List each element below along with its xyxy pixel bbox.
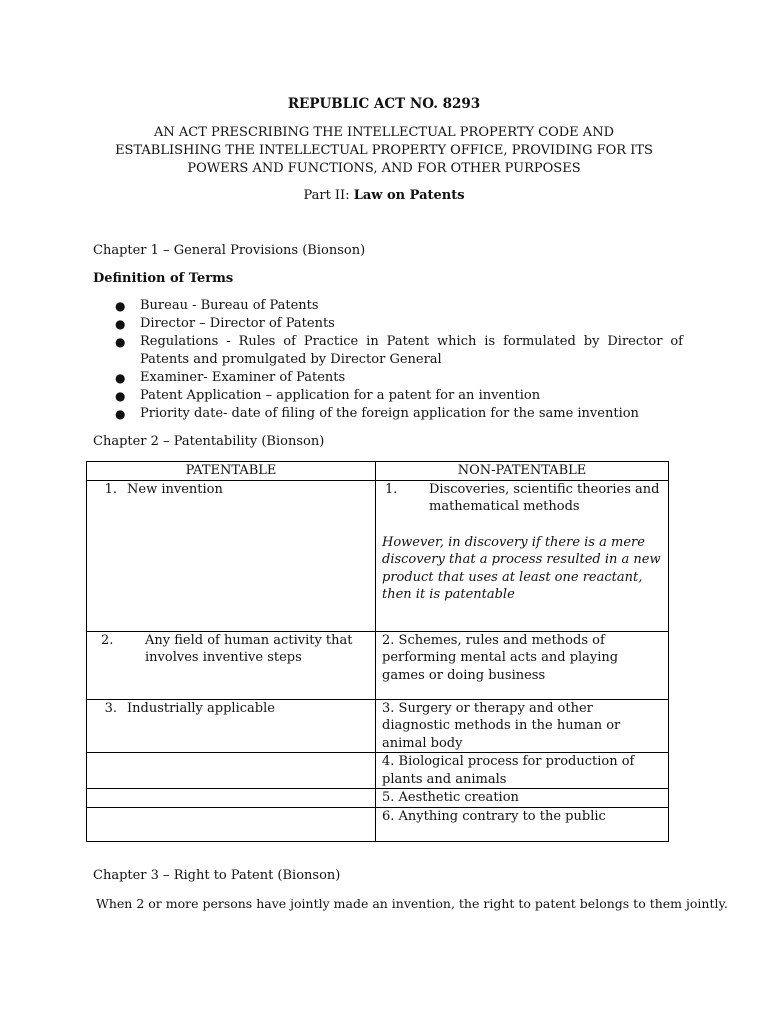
table-header-row: [87, 462, 669, 481]
chapter-1-heading: Chapter 1 – General Provisions (Bionson): [93, 243, 366, 258]
patentability-table: [86, 461, 669, 842]
table-row: [87, 631, 669, 699]
list-item: ● Director – Director of Patents: [115, 316, 335, 331]
list-item: ● Priority date- date of filing of the foreign application for the same invention: [115, 406, 639, 421]
act-line: AN ACT PRESCRIBING THE INTELLECTUAL PROPERTY CODE AND: [153, 125, 614, 140]
column-header-patentable: PATENTABLE: [87, 462, 376, 481]
discovery-note: However, in discovery if there is a mere discovery that a process resulted in a new product that uses at least one reactant, then it is patentable: [382, 534, 661, 602]
table-cell: 3. Surgery or therapy and other diagnostic methods in the human or animal body: [376, 699, 669, 753]
bullet-icon: ●: [115, 371, 126, 385]
bullet-icon: ●: [115, 407, 126, 421]
chapter-3-heading: Chapter 3 – Right to Patent (Bionson): [93, 868, 341, 883]
bullet-icon: ●: [115, 335, 126, 349]
list-item: ● Bureau - Bureau of Patents: [115, 298, 319, 313]
table-row: [87, 807, 669, 841]
table-cell: [87, 789, 376, 808]
chapter-3-text: When 2 or more persons have jointly made an invention, the right to patent belongs to them jointly.: [96, 896, 728, 911]
table-row: [87, 753, 669, 789]
act-line: ESTABLISHING THE INTELLECTUAL PROPERTY OFFICE, PROVIDING FOR ITS: [115, 143, 653, 158]
table-cell: 1. Discoveries, scientific theories and mathematical methods However, in discovery if there is a mere discovery that a process resulted in a new product that uses at least one reactant, then it is patentable: [376, 480, 669, 631]
list-item: ● Examiner- Examiner of Patents: [115, 370, 346, 385]
part-heading: [0, 188, 768, 203]
table-cell: 2. Any field of human activity that involves inventive steps: [87, 631, 376, 699]
table-row: [87, 699, 669, 753]
table-cell: [87, 753, 376, 789]
table-row: [87, 789, 669, 808]
table-cell: [87, 807, 376, 841]
table-cell: 6. Anything contrary to the public: [376, 807, 669, 841]
table-row: [87, 480, 669, 631]
part-prefix: Part II:: [303, 188, 350, 203]
bullet-icon: ●: [115, 317, 126, 331]
definitions-heading: Definition of Terms: [93, 271, 234, 286]
table-cell: 5. Aesthetic creation: [376, 789, 669, 808]
bullet-icon: ●: [115, 299, 126, 313]
table-cell: 3. Industrially applicable: [87, 699, 376, 753]
act-description: [0, 124, 768, 178]
part-title: Law on Patents: [353, 188, 465, 203]
list-item: ● Regulations - Rules of Practice in Patent which is formulated by Director of Patents and promulgated by Director General: [115, 334, 683, 367]
list-item: ● Patent Application – application for a patent for an invention: [115, 388, 541, 403]
document-title: REPUBLIC ACT NO. 8293: [287, 96, 481, 112]
definitions-list: [93, 297, 683, 423]
table-cell: 1. New invention: [87, 480, 376, 631]
table-cell: 2. Schemes, rules and methods of performing mental acts and playing games or doing business: [376, 631, 669, 699]
act-line: POWERS AND FUNCTIONS, AND FOR OTHER PURPOSES: [187, 161, 581, 176]
chapter-2-heading: Chapter 2 – Patentability (Bionson): [93, 434, 325, 449]
table-cell: 4. Biological process for production of plants and animals: [376, 753, 669, 789]
column-header-non-patentable: NON-PATENTABLE: [376, 462, 669, 481]
bullet-icon: ●: [115, 389, 126, 403]
